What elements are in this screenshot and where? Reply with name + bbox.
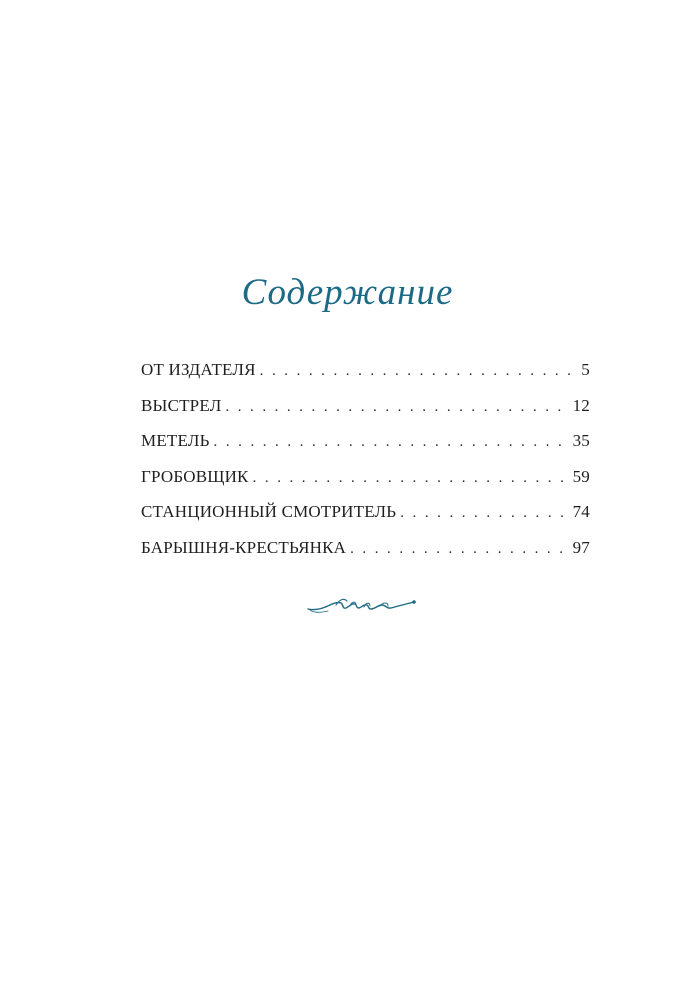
toc-entry-title: МЕТЕЛЬ [141, 431, 210, 451]
toc-entry-title: ГРОБОВЩИК [141, 466, 249, 486]
toc-page-number: 74 [572, 502, 590, 522]
dot-leader [350, 532, 566, 568]
toc-entry-the-shot[interactable] [141, 388, 590, 424]
toc-entry-from-publisher[interactable] [141, 352, 590, 388]
toc-entry-title: ОТ ИЗДАТЕЛЯ [141, 360, 256, 379]
toc-entry-title: БАРЫШНЯ-КРЕСТЬЯНКА [141, 537, 347, 557]
dot-leader [225, 390, 566, 426]
dot-leader [253, 461, 567, 497]
toc-entry-the-undertaker[interactable] [141, 459, 590, 495]
table-of-contents [141, 352, 590, 566]
toc-page-number: 35 [572, 431, 590, 451]
toc-entry-the-stationmaster[interactable] [141, 494, 590, 530]
toc-page-number: 12 [572, 395, 590, 415]
toc-entry-title: СТАНЦИОННЫЙ СМОТРИТЕЛЬ [141, 502, 397, 522]
toc-entry-the-squires-daughter[interactable] [141, 530, 590, 566]
toc-page-number: 97 [572, 537, 590, 557]
toc-entry-title: ВЫСТРЕЛ [141, 395, 222, 415]
flourish-ornament-icon [306, 593, 420, 617]
toc-entry-the-snowstorm[interactable] [141, 423, 590, 459]
toc-page-number: 59 [572, 466, 590, 486]
dot-leader [260, 354, 570, 390]
dot-leader [400, 496, 566, 532]
toc-page-number: 5 [581, 360, 590, 379]
dot-leader [214, 425, 567, 461]
page-title: Содержание [241, 272, 454, 313]
